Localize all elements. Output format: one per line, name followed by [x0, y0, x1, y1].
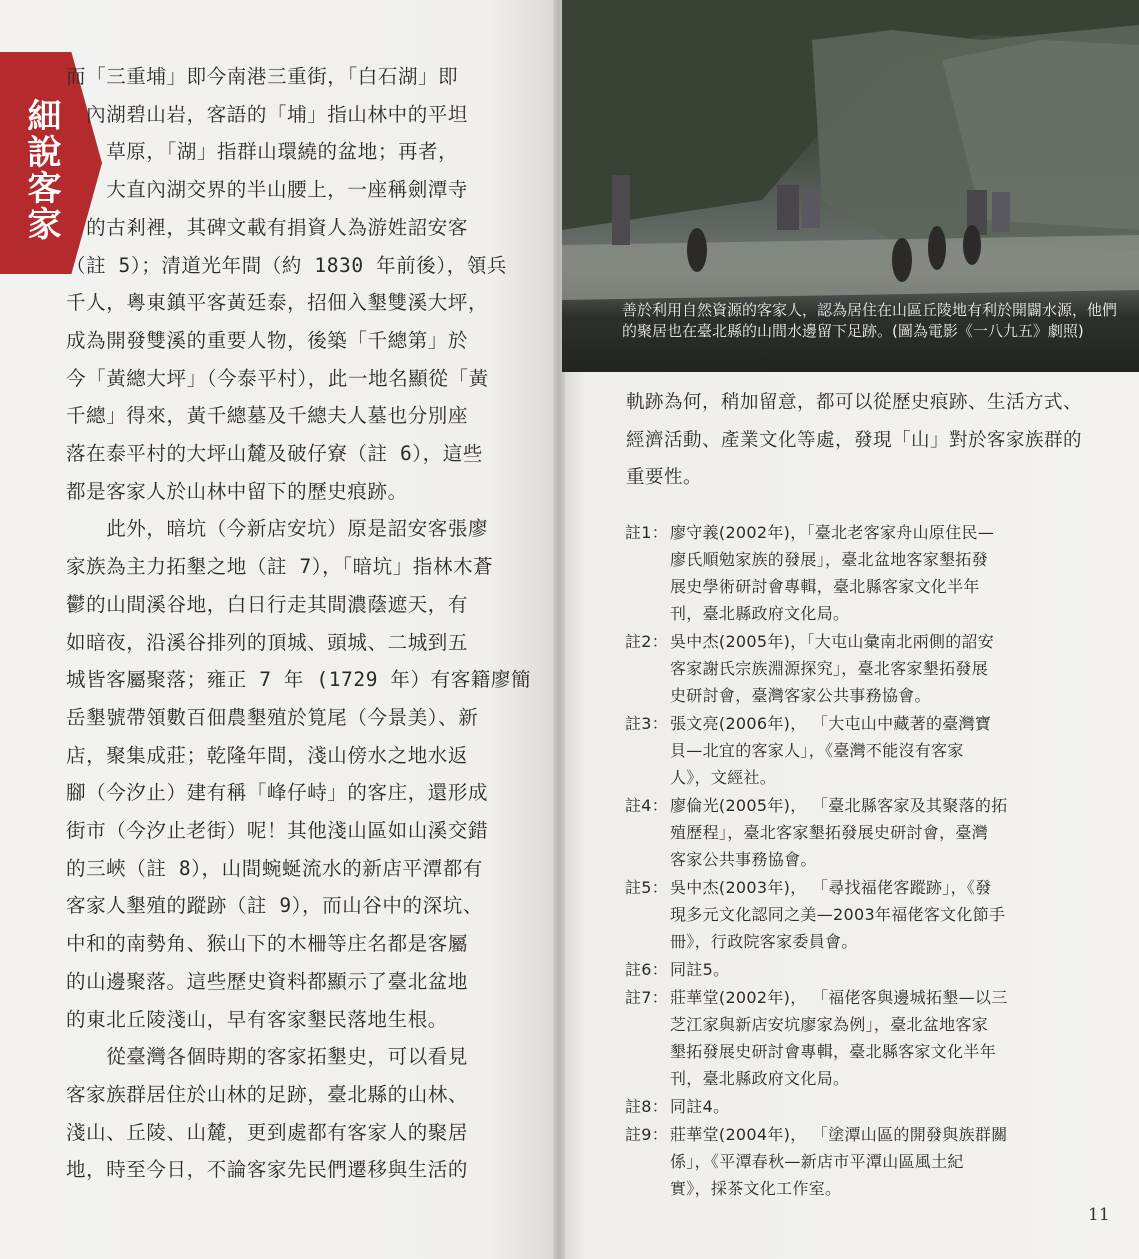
footnote-item: [625, 956, 1095, 983]
photo-cloth-3: [802, 190, 820, 228]
section-tab-label: 細說客家: [21, 98, 61, 242]
footnote-label: 註8：: [625, 1097, 669, 1116]
footnote-label: 註4：: [625, 796, 669, 815]
footnote-text: 莊華堂(2002年)， 「福佬客與邊城拓墾—以三 芝江家與新店安坑廖家為例」，臺北盆地客家 墾拓發展史研討會專輯，臺北縣客家文化半年 刊，臺北縣政府文化局。: [670, 988, 1008, 1088]
footnote-text: 吳中杰(2003年)， 「尋找福佬客蹤跡」，《發 現多元文化認同之美—2003年福佬客文化節手 冊》，行政院客家委員會。: [670, 878, 1006, 951]
page-number: 11: [1088, 1205, 1110, 1225]
photo-figure-3: [928, 226, 946, 270]
footnote-item: [625, 874, 1095, 955]
footnote-item: [625, 792, 1095, 873]
footnote-label: 註5：: [625, 878, 669, 897]
footnote-item: [625, 519, 1095, 627]
footnote-label: 註6：: [625, 960, 669, 979]
photo-caption: 善於利用自然資源的客家人，認為居住在山區丘陵地有利於開闢水源，他們的聚居也在臺北縣的山間水邊留下足跡。(圖為電影《一八九五》劇照): [622, 301, 1118, 340]
photo-figure-4: [963, 225, 981, 265]
right-page-paragraph: 軌跡為何，稍加留意，都可以從歷史痕跡、生活方式、經濟活動、產業文化等處，發現「山」對於客家族群的重要性。: [626, 392, 1083, 488]
footnote-text: 同註5。: [670, 960, 730, 979]
footnote-text: 吳中杰(2005年)，「大屯山彙南北兩側的詔安 客家謝氏宗族淵源探究」，臺北客家墾拓發展 史研討會，臺灣客家公共事務協會。: [670, 632, 995, 705]
footnote-item: [625, 628, 1095, 709]
footnote-item: [625, 984, 1095, 1092]
footnote-label: 註3：: [625, 714, 669, 733]
footnotes-list: [625, 519, 1095, 1203]
footnote-item: [625, 1121, 1095, 1202]
footnote-label: 註2：: [625, 632, 669, 651]
photo-riverbank: [562, 235, 1139, 300]
photo-figure-1: [687, 228, 707, 272]
photo-cloth-2: [777, 185, 799, 230]
footnote-label: 註1：: [625, 523, 669, 542]
footnote-item: [625, 710, 1095, 791]
footnote-text: 同註4。: [670, 1097, 730, 1116]
photo-cloth-1: [612, 175, 630, 245]
footnote-item: [625, 1093, 1095, 1120]
left-page-body-text: 而「三重埔」即今南港三重街，「白石湖」即 內湖碧山岩，客語的「埔」指山林中的平坦 草原，「湖」指群山環繞的盆地；再者， 大直內湖交界的半山腰上，一座稱劍潭寺 的古剎裡，其碑文載有捐資人為游姓詔安客 （註 5）；清道光年間（約 1830 年前後），領兵 千人，粵東鎮平客黃廷泰，招佃入墾雙溪大坪， 成為開發雙溪的重要人物，後築「千總第」於 今「黃總大坪」（今泰平村），此一地名顯從「黃 千總」得來，黃千總墓及千總夫人墓也分別座 落在泰平村的大坪山麓及破仔寮（註 6），這些 都是客家人於山林中留下的歷史痕跡。 此外，暗坑（今新店安坑）原是詔安客張廖 家族為主力拓墾之地（註 7），「暗坑」指林木蒼 鬱的山間溪谷地，白日行走其間濃蔭遮天，有 如暗夜，沿溪谷排列的頂城、頭城、二城到五 城皆客屬聚落；雍正 7 年 (1729 年）有客籍廖簡 岳墾號帶領數百佃農墾殖於筧尾（今景美）、新 店，聚集成莊；乾隆年間，淺山傍水之地水返 腳（今汐止）建有稱「峰仔峙」的客庄，還形成 街市（今汐止老街）呢！其他淺山區如山溪交錯 的三峽（註 8），山間蜿蜒流水的新店平潭都有 客家人墾殖的蹤跡（註 9），而山谷中的深坑、 中和的南勢角、猴山下的木柵等庄名都是客屬 的山邊聚落。這些歷史資料都顯示了臺北盆地 的東北丘陵淺山，早有客家墾民落地生根。 從臺灣各個時期的客家拓墾史，可以看見 客家族群居住於山林的足跡，臺北縣的山林、 淺山、丘陵、山麓，更到處都有客家人的聚居 地，時至今日，不論客家先民們遷移與生活的: [66, 65, 532, 1182]
footnote-label: 註7：: [625, 988, 669, 1007]
photo-figure-2: [892, 238, 912, 282]
footnote-text: 張文亮(2006年)， 「大屯山中藏著的臺灣寶 貝—北宜的客家人」，《臺灣不能沒有客家 人》，文經社。: [670, 714, 992, 787]
footnote-label: 註9：: [625, 1125, 669, 1144]
footnote-text: 廖倫光(2005年)， 「臺北縣客家及其聚落的拓 殖歷程」，臺北客家墾拓發展史研討會，臺灣 客家公共事務協會。: [670, 796, 1008, 869]
photo-cloth-5: [992, 192, 1010, 232]
footnote-text: 莊華堂(2004年)， 「塗潭山區的開發與族群關 係」，《平潭春秋—新店市平潭山區風土紀 實》，採茶文化工作室。: [670, 1125, 1008, 1198]
footnote-text: 廖守義(2002年)，「臺北老客家舟山原住民— 廖氏順勉家族的發展」，臺北盆地客家墾拓發 展史學術研討會專輯，臺北縣客家文化半年 刊，臺北縣政府文化局。: [670, 523, 995, 623]
